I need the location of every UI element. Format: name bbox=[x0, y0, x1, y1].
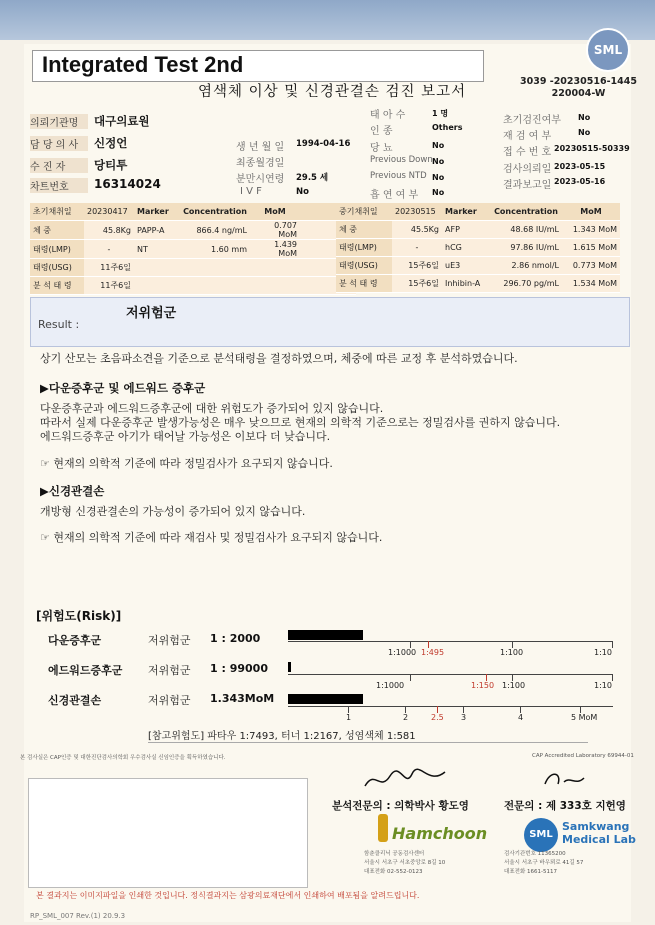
result-box bbox=[30, 297, 630, 347]
down-line-1: 다운증후군과 에드워드증후군에 대한 위험도가 증가되어 있지 않습니다. bbox=[40, 402, 384, 415]
report-date: 2023-05-16 bbox=[554, 177, 606, 186]
second-marker-name: hCG bbox=[442, 239, 490, 257]
subject-value: 당티투 bbox=[94, 158, 128, 172]
risk-ntd-tick bbox=[463, 706, 464, 713]
document-number-line2: 220004-W bbox=[551, 88, 606, 99]
risk-edwards-bar bbox=[288, 662, 291, 672]
risk-edwards-tick bbox=[410, 674, 411, 681]
risk-ntd-tick-label: 3 bbox=[461, 713, 467, 722]
risk-edwards-value: 1 : 99000 bbox=[210, 662, 268, 675]
risk-ntd-tick bbox=[520, 706, 521, 713]
risk-edwards-tick-label: 1:100 bbox=[502, 681, 526, 690]
first-ga-analysis-label: 분 석 태 령 bbox=[30, 277, 84, 295]
dm-value: No bbox=[432, 141, 445, 150]
smoke-label: 흡 연 여 부 bbox=[370, 190, 419, 201]
risk-edwards-level: 저위험군 bbox=[148, 664, 191, 677]
first-mom-header: MoM bbox=[250, 203, 300, 221]
institution-value: 대구의료원 bbox=[94, 114, 150, 128]
down-line-2: 따라서 실제 다운증후군 발생가능성은 매우 낮으므로 현재의 의학적 기준으로는 정밀검사를 권하지 않습니다. bbox=[40, 416, 561, 429]
first-ga-analysis: 11주6일 bbox=[84, 277, 134, 295]
first-exam-value: No bbox=[578, 113, 591, 122]
risk-ntd-tick bbox=[348, 706, 349, 713]
risk-ntd-level: 저위험군 bbox=[148, 694, 191, 707]
sml-address-line1: 검사기관번호 11365200 bbox=[504, 851, 566, 857]
risk-down-bar bbox=[288, 630, 363, 640]
report-label: 결과보고일 bbox=[503, 180, 552, 191]
risk-down-tick bbox=[612, 641, 613, 648]
accreditation-note: 본 검사실은 CAP인증 및 대한진단검사의학회 우수검사실 신임인증을 획득하였습니다. bbox=[20, 755, 226, 761]
risk-down-tick bbox=[512, 641, 513, 648]
result-value: 저위험군 bbox=[126, 306, 177, 321]
result-label: Result : bbox=[38, 318, 80, 331]
second-ga-analysis: 15주6일 bbox=[392, 275, 442, 293]
risk-edwards-tick bbox=[512, 674, 513, 681]
twin-label: 태 아 수 bbox=[370, 110, 406, 121]
second-marker-mom: 1.534 MoM bbox=[562, 275, 620, 293]
risk-ntd-tick bbox=[405, 706, 406, 713]
second-marker-mom: 1.615 MoM bbox=[562, 239, 620, 257]
risk-edwards-axis bbox=[288, 674, 613, 675]
hamchoon-address-line1: 함춘클리닉 공동검사센터 bbox=[364, 851, 425, 857]
second-collect-date: 20230515 bbox=[392, 203, 442, 221]
ivf-label: I V F bbox=[240, 186, 262, 197]
subject-label: 수 진 자 bbox=[30, 158, 88, 173]
risk-down-cutoff-tick bbox=[428, 641, 429, 648]
risk-edwards-tick-label: 1:10 bbox=[594, 681, 612, 690]
second-marker-header: Marker bbox=[442, 203, 490, 221]
lmp-label: 최종월경일 bbox=[236, 158, 285, 169]
hamchoon-address-line2: 서울시 서초구 서초중앙로 8길 10 bbox=[364, 860, 446, 866]
risk-down-tick-label: 1:1000 bbox=[388, 648, 417, 657]
second-marker-name: AFP bbox=[442, 221, 490, 239]
risk-ntd-name: 신경관결손 bbox=[48, 694, 102, 707]
second-ga-usg: 15주6일 bbox=[392, 257, 442, 275]
risk-ntd-bar bbox=[288, 694, 363, 704]
reference-risk: [참고위험도] 파타우 1:7493, 터너 1:2167, 성염색체 1:581 bbox=[148, 731, 416, 742]
second-ga-lmp: - bbox=[392, 239, 442, 257]
ntd-note: ☞ 현재의 의학적 기준에 따라 재검사 및 정밀검사가 요구되지 않습니다. bbox=[40, 531, 383, 544]
sml-address bbox=[504, 850, 583, 877]
risk-ntd-axis bbox=[288, 706, 613, 707]
prev-ntd-value: No bbox=[432, 173, 445, 182]
chart-number: 16314024 bbox=[94, 177, 161, 191]
request-date: 2023-05-15 bbox=[554, 162, 606, 171]
doctor-value: 신정언 bbox=[94, 136, 128, 150]
twin-value: 1 명 bbox=[432, 109, 449, 118]
risk-down-tick-label: 1:10 bbox=[594, 648, 612, 657]
down-note: ☞ 현재의 의학적 기준에 따라 정밀검사가 요구되지 않습니다. bbox=[40, 457, 333, 470]
hamchoon-logo: Hamchoon bbox=[392, 824, 488, 843]
risk-down-value: 1 : 2000 bbox=[210, 632, 261, 645]
risk-edwards-tick bbox=[612, 674, 613, 681]
first-weight-label: 체 중 bbox=[30, 221, 84, 240]
ivf-value: No bbox=[296, 187, 309, 197]
risk-ntd-tick-label: 5 MoM bbox=[571, 713, 598, 722]
age-value: 29.5 세 bbox=[296, 173, 329, 183]
birth-value: 1994-04-16 bbox=[296, 139, 351, 149]
hamchoon-phone: 대표전화 02-552-0123 bbox=[364, 869, 423, 875]
age-label: 분만시연령 bbox=[236, 174, 285, 185]
first-collect-date: 20230417 bbox=[84, 203, 134, 221]
risk-ntd-tick-label: 2 bbox=[403, 713, 409, 722]
risk-ntd-tick-label: 4 bbox=[518, 713, 524, 722]
second-marker-conc: 2.86 nmol/L bbox=[490, 257, 562, 275]
risk-ntd-tick bbox=[580, 706, 581, 713]
first-marker-mom: 0.707 MoM bbox=[250, 221, 300, 240]
receipt-label: 접 수 번 호 bbox=[503, 147, 552, 158]
second-marker-conc: 97.86 IU/mL bbox=[490, 239, 562, 257]
risk-down-tick-label: 1:495 bbox=[421, 648, 445, 657]
risk-ntd-tick-label: 2.5 bbox=[431, 713, 444, 722]
risk-edwards-cutoff-tick bbox=[486, 674, 487, 681]
document-number bbox=[520, 76, 637, 100]
report-title: Integrated Test 2nd bbox=[42, 52, 244, 77]
document-number-line1: 3039 -20230516-1445 bbox=[520, 76, 637, 87]
risk-edwards-tick-label: 1:1000 bbox=[376, 681, 405, 690]
retest-label: 재 검 여 부 bbox=[503, 131, 552, 142]
risk-edwards-tick-label: 1:150 bbox=[471, 681, 495, 690]
risk-down-tick bbox=[410, 641, 411, 648]
risk-ntd-value: 1.343MoM bbox=[210, 692, 275, 705]
sml-brand-line1: Samkwang bbox=[562, 820, 630, 833]
specialist-name: 전문의 : 제 333호 지헌영 bbox=[504, 800, 626, 812]
risk-ntd-tick-label: 1 bbox=[346, 713, 352, 722]
down-line-3: 에드워드증후군 아기가 태어날 가능성은 이보다 더 낮습니다. bbox=[40, 430, 331, 443]
footer-notice: 본 결과지는 이미지파일을 인쇄한 것입니다. 정식결과지는 삼광의료재단에서 인쇄하여 배포됨을 알려드립니다. bbox=[36, 891, 420, 900]
risk-edwards-name: 에드워드증후군 bbox=[48, 664, 123, 677]
ntd-line-1: 개방형 신경관결손의 가능성이 증가되어 있지 않습니다. bbox=[40, 505, 306, 518]
first-weight: 45.8Kg bbox=[84, 221, 134, 240]
first-ga-lmp-label: 태령(LMP) bbox=[30, 240, 84, 259]
first-ga-lmp: - bbox=[84, 240, 134, 259]
cap-note: CAP Accredited Laboratory 69944-01 bbox=[532, 753, 634, 759]
second-trimester-table bbox=[336, 203, 620, 293]
risk-down-level: 저위험군 bbox=[148, 634, 191, 647]
first-marker-conc: 866.4 ng/mL bbox=[180, 221, 250, 240]
analyst-signature bbox=[360, 764, 450, 794]
hamchoon-mark-icon bbox=[378, 814, 388, 842]
first-marker-header: Marker bbox=[134, 203, 180, 221]
second-ga-analysis-label: 분 석 태 령 bbox=[336, 275, 392, 293]
result-intro: 상기 산모는 초음파소견을 기준으로 분석태령을 결정하였으며, 체중에 따른 교정 후 분석하였습니다. bbox=[40, 352, 518, 365]
prev-down-label: Previous Down bbox=[370, 155, 433, 165]
first-marker-mom: 1.439 MoM bbox=[250, 240, 300, 259]
race-value: Others bbox=[432, 123, 463, 132]
first-trimester-table bbox=[30, 203, 356, 295]
risk-heading: [위험도(Risk)] bbox=[36, 609, 122, 623]
prev-down-value: No bbox=[432, 157, 445, 166]
first-marker-name: PAPP-A bbox=[134, 221, 180, 240]
risk-down-tick-label: 1:100 bbox=[500, 648, 524, 657]
second-ga-lmp-label: 태령(LMP) bbox=[336, 239, 392, 257]
second-ga-usg-label: 태령(USG) bbox=[336, 257, 392, 275]
prev-ntd-label: Previous NTD bbox=[370, 171, 427, 181]
sml-address-line2: 서울시 서초구 바우뫼로 41길 57 bbox=[504, 860, 584, 866]
ntd-heading: ▶신경관결손 bbox=[40, 484, 105, 498]
risk-down-name: 다운증후군 bbox=[48, 634, 102, 647]
second-weight: 45.5Kg bbox=[392, 221, 442, 239]
form-code: RP_SML_007 Rev.(1) 20.9.3 bbox=[30, 912, 126, 920]
hamchoon-address bbox=[364, 850, 445, 877]
second-marker-conc: 296.70 pg/mL bbox=[490, 275, 562, 293]
race-label: 인 종 bbox=[370, 126, 393, 137]
second-conc-header: Concentration bbox=[490, 203, 562, 221]
second-weight-label: 체 중 bbox=[336, 221, 392, 239]
first-ga-usg-label: 태령(USG) bbox=[30, 259, 84, 277]
doctor-label: 담 당 의 사 bbox=[30, 136, 88, 151]
sml-brand-icon: SML bbox=[524, 818, 558, 852]
second-marker-name: uE3 bbox=[442, 257, 490, 275]
institution-label: 의뢰기관명 bbox=[30, 114, 88, 129]
retest-value: No bbox=[578, 128, 591, 137]
receipt-value: 20230515-50339 bbox=[554, 144, 630, 153]
smoke-value: No bbox=[432, 188, 445, 197]
sml-logo: SML bbox=[586, 28, 630, 72]
first-collect-label: 초기채취일 bbox=[30, 203, 84, 221]
chart-label: 차트번호 bbox=[30, 178, 88, 193]
second-marker-conc: 48.68 IU/mL bbox=[490, 221, 562, 239]
specialist-signature bbox=[540, 766, 590, 792]
first-ga-usg: 11주6일 bbox=[84, 259, 134, 277]
first-conc-header: Concentration bbox=[180, 203, 250, 221]
request-label: 검사의뢰일 bbox=[503, 164, 552, 175]
analyst-name: 분석전문의 : 의학박사 황도영 bbox=[332, 800, 469, 812]
second-marker-mom: 0.773 MoM bbox=[562, 257, 620, 275]
risk-down-axis bbox=[288, 641, 613, 642]
report-subtitle: 염색체 이상 및 신경관결손 검진 보고서 bbox=[198, 84, 467, 100]
birth-label: 생 년 월 일 bbox=[236, 142, 285, 153]
sml-brand-line2: Medical Lab bbox=[562, 833, 636, 846]
reference-divider bbox=[148, 742, 588, 743]
top-band bbox=[0, 0, 655, 40]
first-marker-name: NT bbox=[134, 240, 180, 259]
second-mom-header: MoM bbox=[562, 203, 620, 221]
first-exam-label: 초기검진여부 bbox=[503, 115, 561, 126]
dm-label: 당 뇨 bbox=[370, 143, 393, 154]
second-marker-name: Inhibin-A bbox=[442, 275, 490, 293]
blank-box bbox=[28, 778, 308, 888]
second-collect-label: 중기채취일 bbox=[336, 203, 392, 221]
risk-ntd-cutoff-tick bbox=[437, 706, 438, 713]
second-marker-mom: 1.343 MoM bbox=[562, 221, 620, 239]
sml-phone: 대표전화 1661-5117 bbox=[504, 869, 557, 875]
sml-brand-name bbox=[562, 820, 636, 846]
down-heading: ▶다운증후군 및 에드워드 증후군 bbox=[40, 381, 206, 395]
first-marker-conc: 1.60 mm bbox=[180, 240, 250, 259]
